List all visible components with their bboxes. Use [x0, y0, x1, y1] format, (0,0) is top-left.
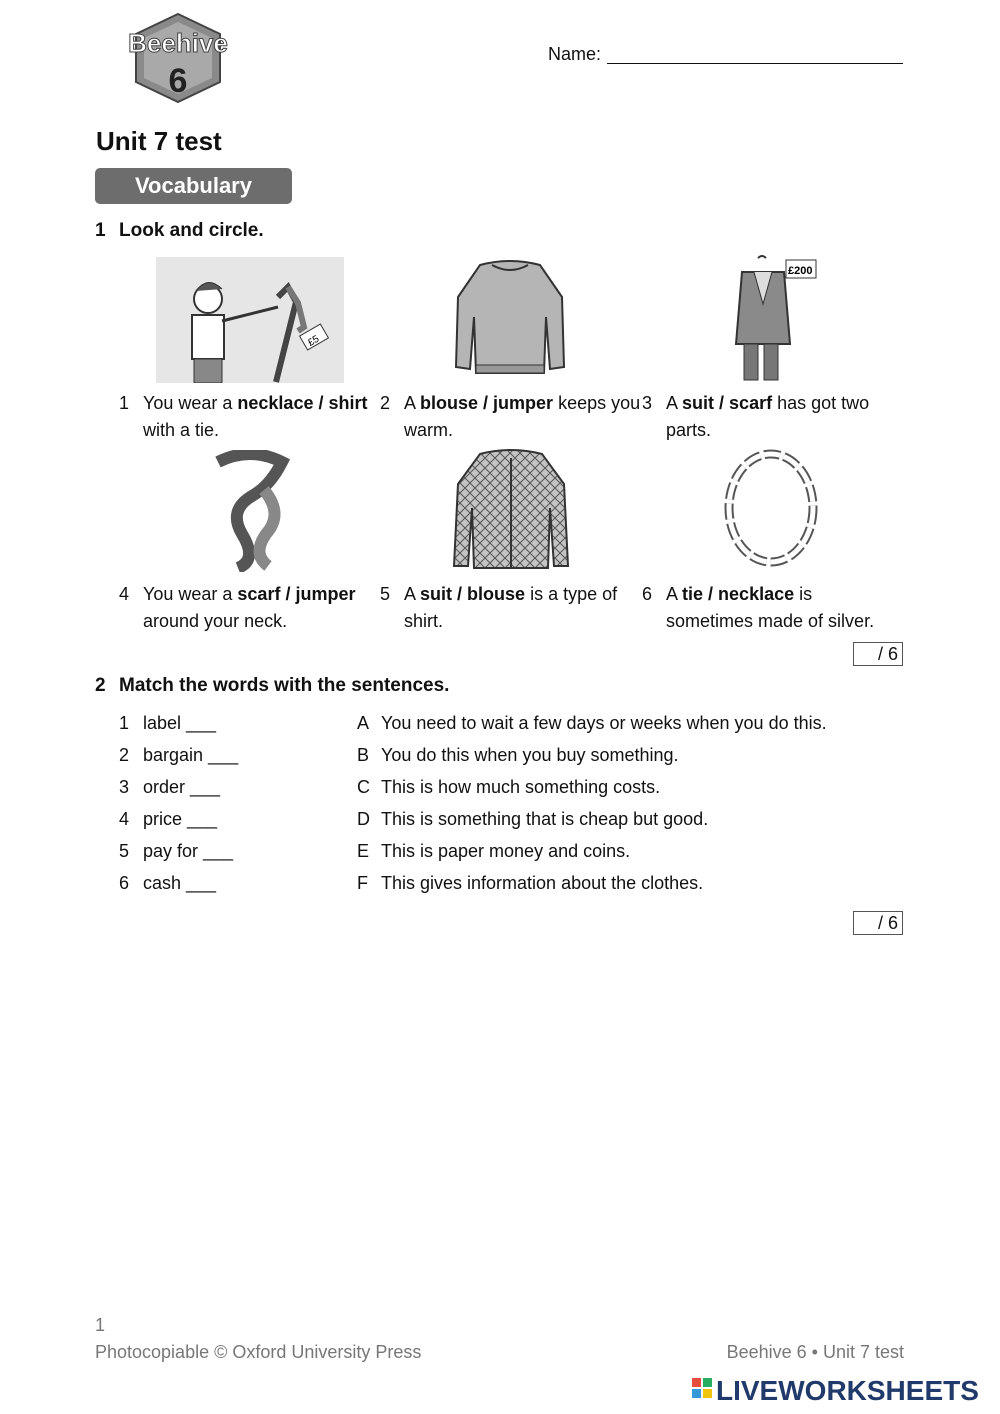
word-row: 6 cash ___ — [119, 873, 217, 893]
q1-item-number: 5 — [380, 584, 391, 604]
q1-instruction: Look and circle. — [119, 220, 264, 241]
sentence-row: F This gives information about the clothes. — [357, 873, 704, 893]
suit-price-tag: £200 — [788, 265, 813, 277]
footer-unit: Beehive 6 • Unit 7 test — [726, 1342, 904, 1362]
page-number: 1 — [95, 1315, 106, 1335]
word-blank[interactable]: order ___ — [143, 777, 221, 797]
q1-item-number: 3 — [642, 393, 653, 413]
jumper-image — [450, 257, 570, 381]
boy-with-tie-image — [156, 257, 344, 383]
q2-number: 2 — [95, 675, 106, 696]
logo-word: Beehive — [128, 28, 228, 58]
option-circle[interactable]: jumper — [493, 393, 554, 413]
tie-price-tag: £5 — [306, 333, 322, 349]
q1-item-number: 1 — [119, 393, 130, 413]
name-input-line[interactable] — [607, 63, 903, 64]
section-tab: Vocabulary — [95, 168, 292, 204]
sentence-row: E This is paper money and coins. — [357, 841, 631, 861]
word-row: 2 bargain ___ — [119, 745, 239, 765]
q1-title — [95, 220, 264, 242]
q1-item-number: 4 — [119, 584, 130, 604]
q1-item-6: 6 A tie / necklace is sometimes made of silver. — [666, 581, 896, 635]
word-blank[interactable]: price ___ — [143, 809, 218, 829]
necklace-image — [718, 446, 824, 572]
q1-number: 1 — [95, 220, 106, 241]
q1-item-number: 2 — [380, 393, 391, 413]
word-blank[interactable]: label ___ — [143, 713, 217, 733]
word-row: 3 order ___ — [119, 777, 221, 797]
option-circle[interactable]: necklace — [237, 393, 314, 413]
q1-item-4: 4 You wear a scarf / jumper around your neck. — [143, 581, 388, 635]
word-blank[interactable]: bargain ___ — [143, 745, 239, 765]
q2-instruction: Match the words with the sentences. — [119, 675, 450, 696]
sentence-row: B You do this when you buy something. — [357, 745, 679, 765]
beehive-logo — [112, 12, 244, 104]
q1-item-1: 1 You wear a necklace / shirt with a tie. — [143, 390, 388, 444]
sentence-row: A You need to wait a few days or weeks when you do this. — [357, 713, 827, 733]
word-blank[interactable]: cash ___ — [143, 873, 217, 893]
option-circle[interactable]: tie — [682, 584, 704, 604]
q2-title — [95, 675, 449, 697]
word-row: 1 label ___ — [119, 713, 217, 733]
name-label: Name: — [548, 44, 602, 64]
option-circle[interactable]: blouse — [420, 393, 479, 413]
q1-item-5: 5 A suit / blouse is a type of shirt. — [404, 581, 619, 635]
word-blank[interactable]: pay for ___ — [143, 841, 234, 861]
q1-item-number: 6 — [642, 584, 653, 604]
suit-image — [724, 254, 818, 384]
option-circle[interactable]: blouse — [467, 584, 526, 604]
cardigan-image — [450, 448, 572, 572]
q2-score-box[interactable]: / 6 — [853, 911, 903, 935]
option-circle[interactable]: suit — [420, 584, 453, 604]
word-row: 4 price ___ — [119, 809, 218, 829]
word-row: 5 pay for ___ — [119, 841, 234, 861]
liveworksheets-text: LIVEWORKSHEETS — [716, 1375, 979, 1406]
option-circle[interactable]: necklace — [718, 584, 795, 604]
q1-item-3: 3 A suit / scarf has got two parts. — [666, 390, 896, 444]
option-circle[interactable]: scarf — [729, 393, 773, 413]
sentence-row: C This is how much something costs. — [357, 777, 661, 797]
sentence-row: D This is something that is cheap but good. — [357, 809, 709, 829]
q1-score-box[interactable]: / 6 — [853, 642, 903, 666]
option-circle[interactable]: jumper — [295, 584, 356, 604]
page-title: Unit 7 test — [96, 126, 222, 156]
scarf-image — [208, 450, 292, 572]
copyright: Photocopiable © Oxford University Press — [95, 1342, 422, 1362]
option-circle[interactable]: suit — [682, 393, 715, 413]
option-circle[interactable]: shirt — [328, 393, 368, 413]
q1-item-2: 2 A blouse / jumper keeps you warm. — [404, 390, 649, 444]
logo-level: 6 — [168, 62, 188, 100]
option-circle[interactable]: scarf — [237, 584, 281, 604]
liveworksheets-logo[interactable] — [690, 1372, 990, 1408]
